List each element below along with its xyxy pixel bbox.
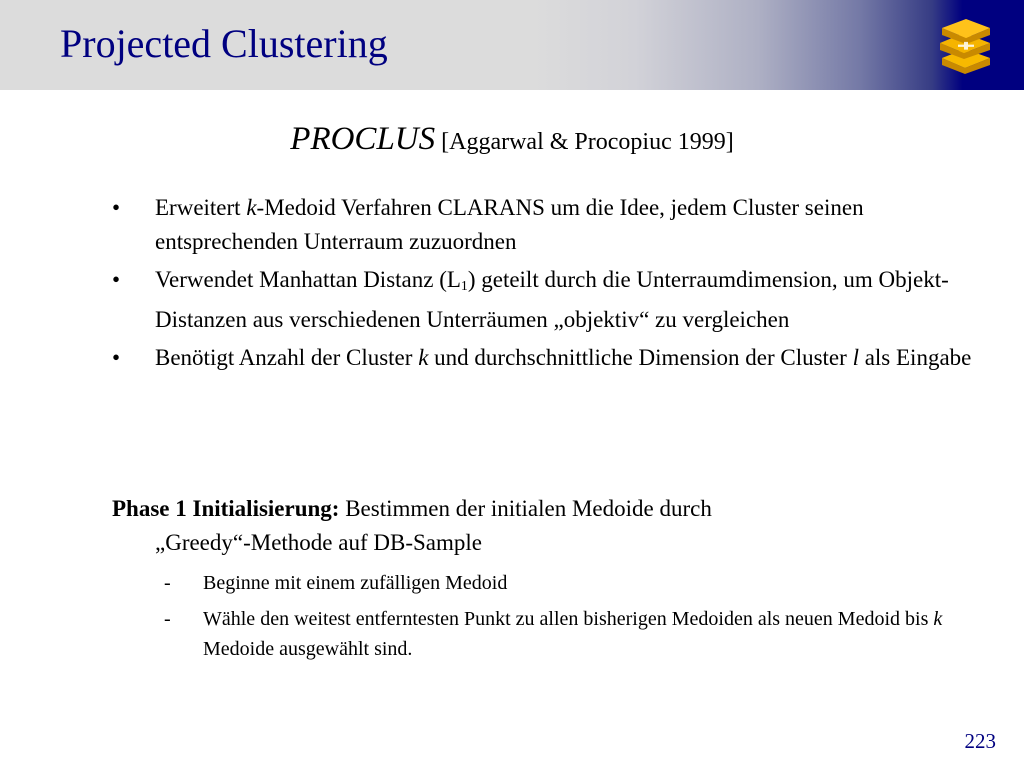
sub-bullet-item: [160, 568, 960, 598]
phase-line-2: „Greedy“-Methode auf DB-Sample: [155, 530, 482, 555]
algorithm-name: PROCLUS: [290, 121, 436, 157]
bullet-text: Benötigt Anzahl der Cluster: [155, 345, 419, 370]
bullet-list: [112, 191, 972, 379]
bullet-text: als Eingabe: [858, 345, 972, 370]
bullet-italic: k: [246, 195, 257, 220]
header-bar: [0, 0, 1024, 90]
phase-line-1: [112, 492, 972, 526]
slide-subtitle: [0, 121, 1024, 160]
sub-bullet-text: Wähle den weitest entferntesten Punkt zu allen bisherigen Medoiden als neuen Medoid bis: [203, 608, 934, 630]
sub-bullet-list: [160, 568, 960, 670]
bullet-italic: l: [852, 345, 859, 370]
bullet-marker: •: [112, 267, 121, 292]
sub-bullet-text: Beginne mit einem zufälligen Medoid: [203, 572, 508, 594]
bullet-text: ) geteilt durch die Unterraumdimension, um Objekt-Distanzen aus verschiedenen Unterräumen „objektiv“ zu vergleichen: [155, 267, 949, 332]
bullet-item: [112, 341, 972, 375]
bullet-marker: •: [112, 345, 121, 370]
sub-bullet-italic: k: [933, 608, 943, 630]
bullet-item: [112, 191, 972, 259]
sub-bullet-text: Medoide ausgewählt sind.: [203, 638, 413, 660]
slide-title: Projected Clustering: [60, 21, 388, 66]
citation: [Aggarwal & Procopiuc 1999]: [441, 129, 734, 155]
bullet-text: Erweitert: [155, 195, 247, 220]
dash-marker: -: [164, 572, 171, 594]
page-number: 223: [964, 729, 996, 753]
subscript: 1: [460, 278, 468, 293]
sub-bullet-item: [160, 604, 960, 664]
phase-label: Phase 1 Initialisierung:: [112, 496, 340, 521]
bullet-text: -Medoid Verfahren CLARANS um die Idee, jedem Cluster seinen entsprechenden Unterraum zuzuordnen: [155, 195, 864, 254]
dash-marker: -: [164, 608, 171, 630]
phase-text: Bestimmen der initialen Medoide durch: [339, 496, 712, 521]
stacked-database-layers-icon: [934, 18, 996, 74]
bullet-text: Verwendet Manhattan Distanz (L: [155, 267, 461, 292]
phase-paragraph: [112, 492, 972, 560]
bullet-marker: •: [112, 195, 121, 220]
bullet-item: [112, 263, 972, 337]
bullet-italic: k: [418, 345, 429, 370]
bullet-text: und durchschnittliche Dimension der Cluster: [428, 345, 853, 370]
